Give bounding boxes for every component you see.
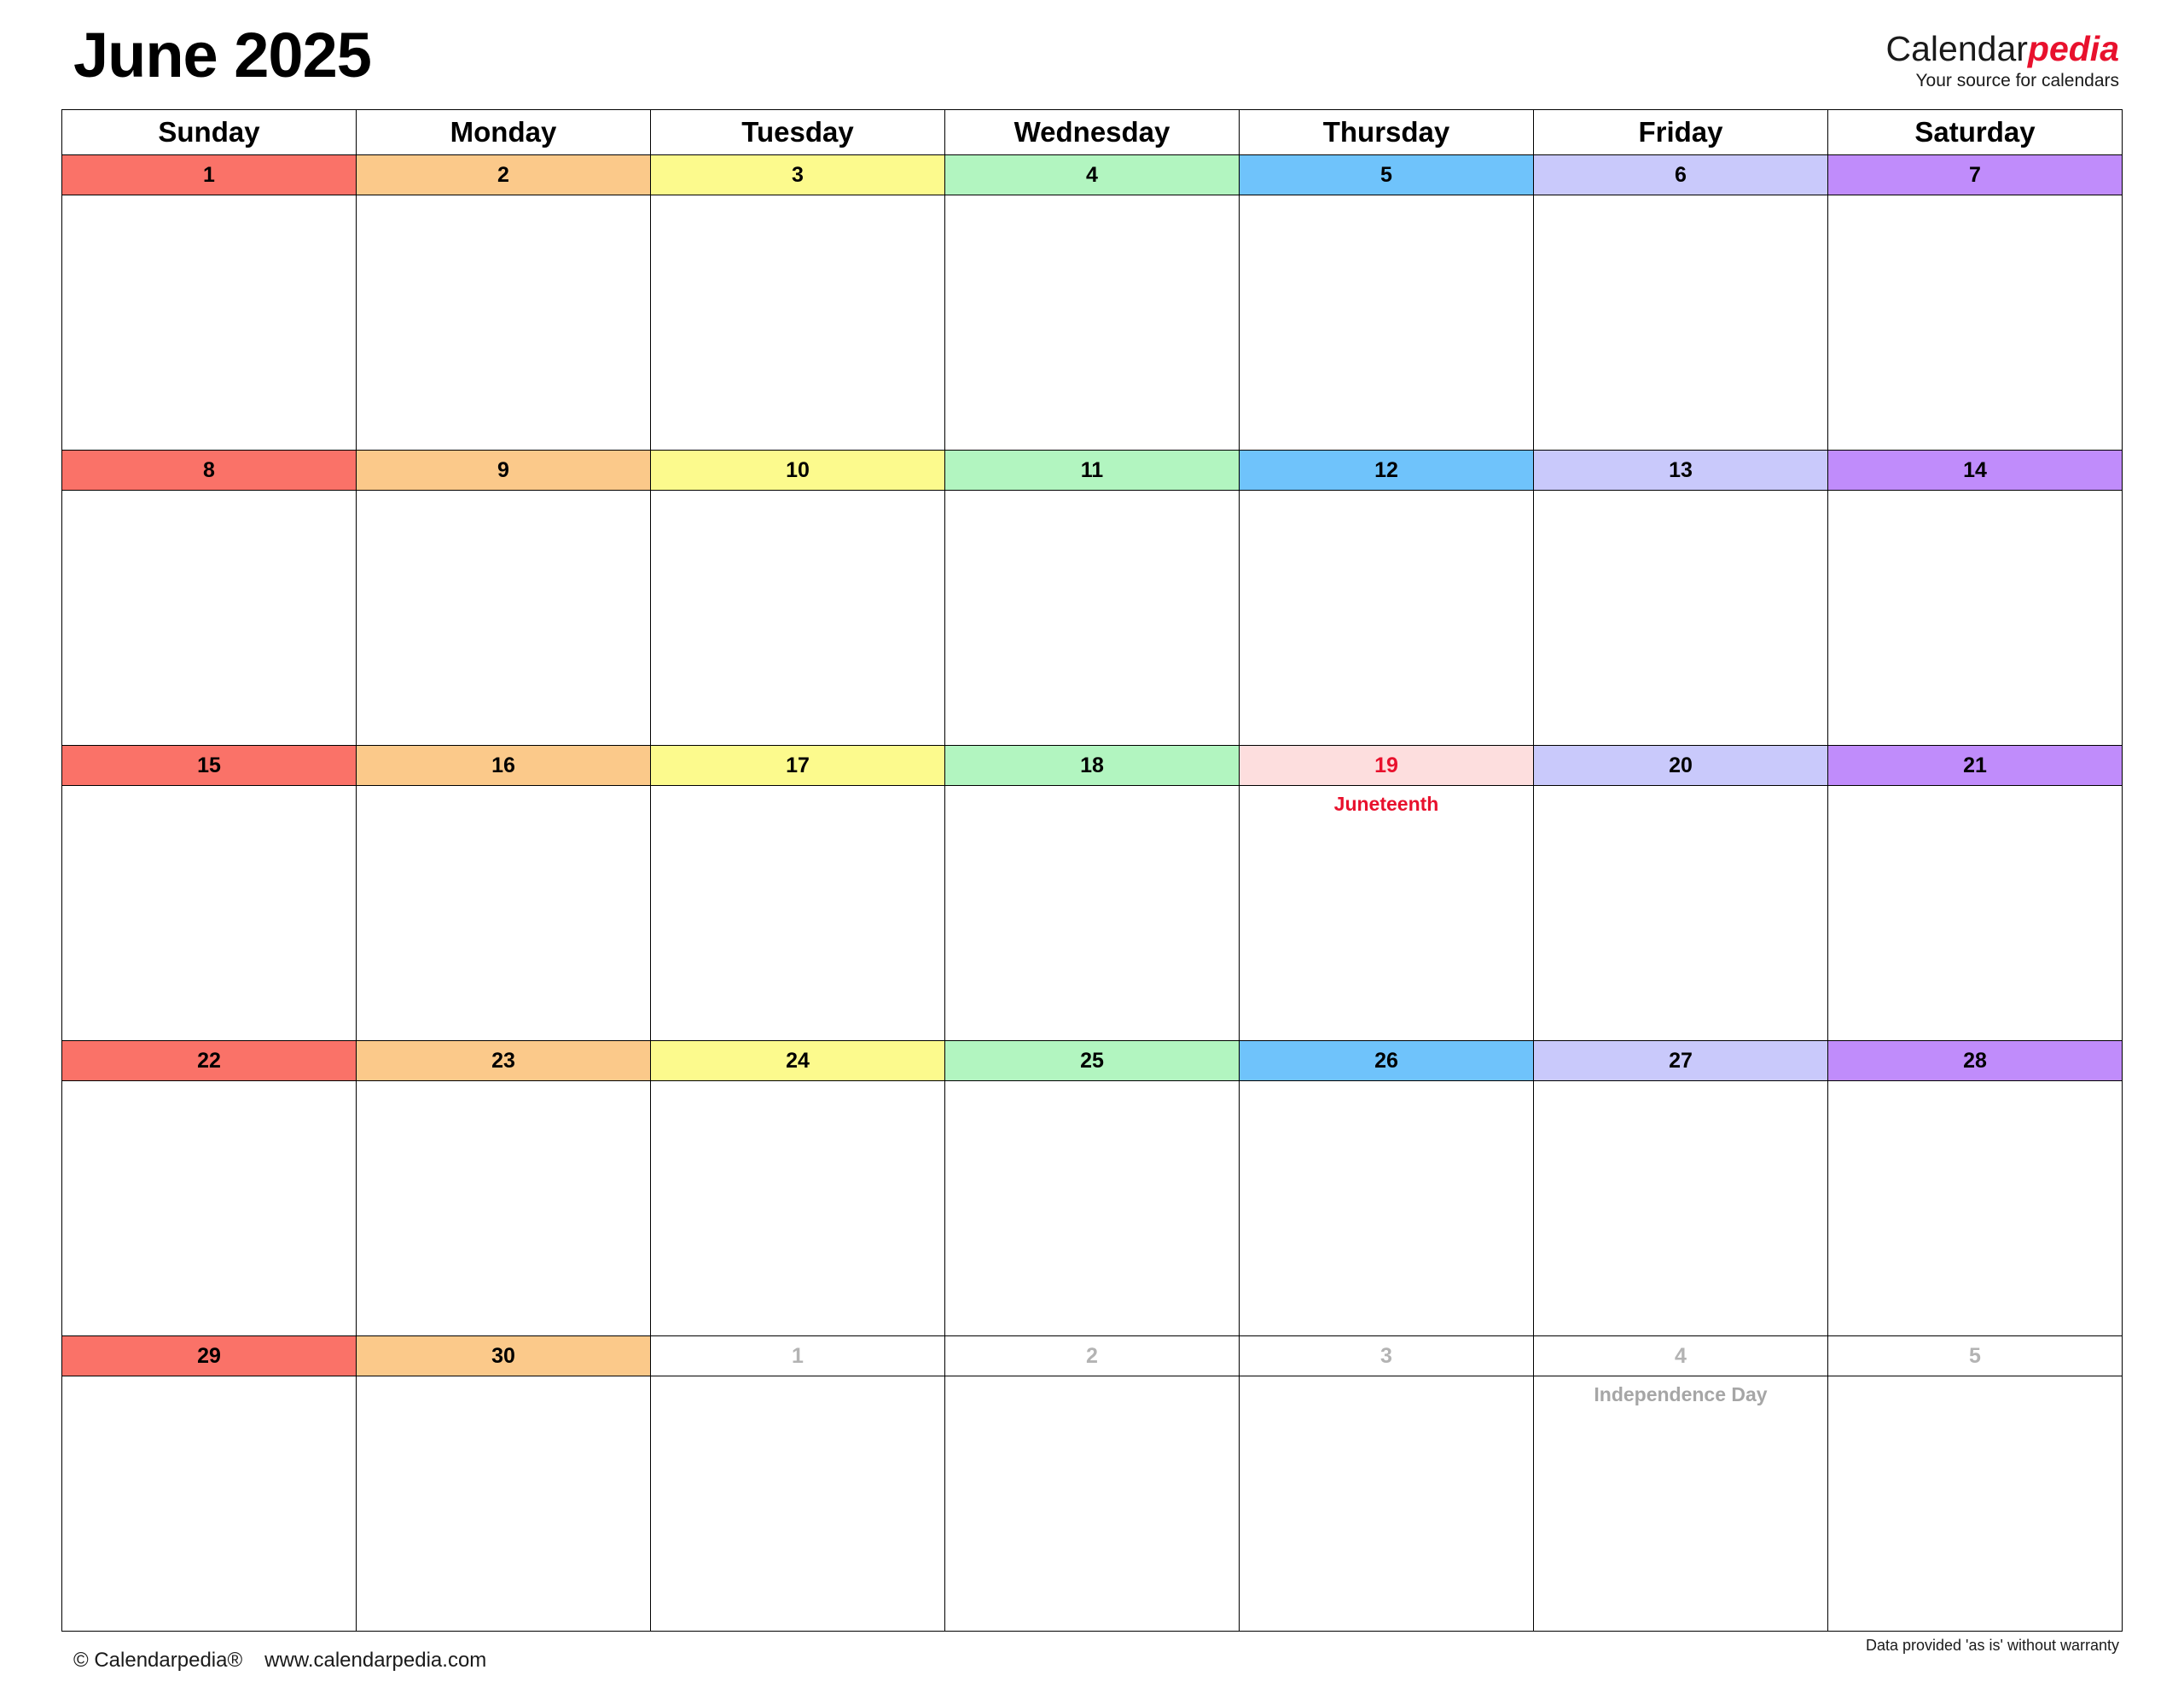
day-number: 15 bbox=[197, 753, 221, 777]
weekday-header-thursday: Thursday bbox=[1240, 110, 1534, 155]
day-number: 24 bbox=[786, 1048, 810, 1073]
day-number: 25 bbox=[1080, 1048, 1104, 1073]
day-number: 6 bbox=[1675, 162, 1687, 187]
week-number-row bbox=[62, 1336, 2123, 1376]
day-content-cell[interactable] bbox=[651, 491, 945, 746]
day-number: 28 bbox=[1963, 1048, 1987, 1073]
day-number: 27 bbox=[1669, 1048, 1693, 1073]
day-number: 23 bbox=[491, 1048, 515, 1073]
day-number: 3 bbox=[1380, 1343, 1392, 1368]
day-number-cell[interactable] bbox=[1534, 155, 1828, 195]
day-number-cell[interactable] bbox=[651, 746, 945, 786]
day-number-cell[interactable] bbox=[1240, 1336, 1534, 1376]
day-number-cell[interactable] bbox=[945, 451, 1240, 491]
day-content-cell[interactable] bbox=[651, 1376, 945, 1632]
day-number: 9 bbox=[497, 457, 509, 482]
day-number-cell[interactable] bbox=[62, 746, 357, 786]
day-content-cell[interactable] bbox=[357, 491, 651, 746]
day-number-cell[interactable] bbox=[1240, 155, 1534, 195]
day-content-cell[interactable] bbox=[1240, 1376, 1534, 1632]
week-number-row bbox=[62, 1041, 2123, 1081]
day-content-cell[interactable] bbox=[1828, 1081, 2123, 1336]
week-body-row bbox=[62, 491, 2123, 746]
day-number-cell[interactable] bbox=[1828, 451, 2123, 491]
day-number: 2 bbox=[1086, 1343, 1098, 1368]
day-number-cell[interactable] bbox=[1828, 155, 2123, 195]
week-body-row bbox=[62, 195, 2123, 451]
day-content-cell[interactable] bbox=[1828, 195, 2123, 451]
weekday-header-saturday: Saturday bbox=[1828, 110, 2123, 155]
day-number-cell[interactable] bbox=[357, 155, 651, 195]
day-number: 26 bbox=[1374, 1048, 1398, 1073]
day-number: 19 bbox=[1374, 753, 1398, 777]
day-number-cell[interactable] bbox=[651, 1336, 945, 1376]
weekday-header-row bbox=[62, 110, 2123, 155]
weekday-header-sunday: Sunday bbox=[62, 110, 357, 155]
day-content-cell[interactable] bbox=[651, 786, 945, 1041]
day-number: 11 bbox=[1080, 457, 1104, 482]
day-number: 29 bbox=[197, 1343, 221, 1368]
day-number: 16 bbox=[491, 753, 515, 777]
day-number: 1 bbox=[792, 1343, 804, 1368]
page-header bbox=[61, 0, 2123, 109]
day-content-cell[interactable] bbox=[1534, 491, 1828, 746]
day-number: 7 bbox=[1969, 162, 1981, 187]
calendar-grid bbox=[61, 109, 2123, 1632]
day-content-cell[interactable] bbox=[62, 786, 357, 1041]
footer-copyright: © Calendarpedia® bbox=[73, 1649, 243, 1672]
day-number: 20 bbox=[1669, 753, 1693, 777]
day-number: 5 bbox=[1969, 1343, 1981, 1368]
day-number-cell[interactable] bbox=[1240, 746, 1534, 786]
footer-website[interactable]: www.calendarpedia.com bbox=[264, 1649, 487, 1672]
weekday-header-wednesday: Wednesday bbox=[945, 110, 1240, 155]
day-number: 2 bbox=[497, 162, 509, 187]
day-number-cell[interactable] bbox=[1534, 1041, 1828, 1081]
day-content-cell[interactable] bbox=[1828, 786, 2123, 1041]
weekday-header-tuesday: Tuesday bbox=[651, 110, 945, 155]
day-number: 8 bbox=[203, 457, 215, 482]
day-number-cell[interactable] bbox=[62, 155, 357, 195]
day-number-cell[interactable] bbox=[945, 746, 1240, 786]
week-number-row bbox=[62, 746, 2123, 786]
day-content-cell[interactable] bbox=[1240, 786, 1534, 1041]
page-footer bbox=[61, 1635, 2123, 1684]
day-content-cell[interactable] bbox=[1534, 1081, 1828, 1336]
day-number: 1 bbox=[203, 162, 215, 187]
day-content-cell[interactable] bbox=[1828, 1376, 2123, 1632]
day-content-cell[interactable] bbox=[1534, 1376, 1828, 1632]
week-number-row bbox=[62, 451, 2123, 491]
day-content-cell[interactable] bbox=[1534, 786, 1828, 1041]
day-content-cell[interactable] bbox=[357, 786, 651, 1041]
footer-disclaimer: Data provided 'as is' without warranty bbox=[1865, 1637, 2119, 1654]
week-number-row bbox=[62, 155, 2123, 195]
day-number: 10 bbox=[786, 457, 810, 482]
brand-name-part1: Calendar bbox=[1885, 29, 2028, 68]
day-number: 13 bbox=[1669, 457, 1693, 482]
day-content-cell[interactable] bbox=[1240, 491, 1534, 746]
day-content-cell[interactable] bbox=[945, 786, 1240, 1041]
day-number: 4 bbox=[1086, 162, 1098, 187]
day-content-cell[interactable] bbox=[62, 195, 357, 451]
footer-credit bbox=[73, 1649, 486, 1673]
day-number-cell[interactable] bbox=[1828, 746, 2123, 786]
day-content-cell[interactable] bbox=[1240, 1081, 1534, 1336]
day-number-cell[interactable] bbox=[1534, 1336, 1828, 1376]
day-number-cell[interactable] bbox=[1828, 1041, 2123, 1081]
day-number-cell[interactable] bbox=[357, 746, 651, 786]
day-number: 3 bbox=[792, 162, 804, 187]
day-content-cell[interactable] bbox=[945, 491, 1240, 746]
day-content-cell[interactable] bbox=[945, 195, 1240, 451]
day-number-cell[interactable] bbox=[1534, 746, 1828, 786]
day-content-cell[interactable] bbox=[62, 491, 357, 746]
day-number-cell[interactable] bbox=[1534, 451, 1828, 491]
day-content-cell[interactable] bbox=[1534, 195, 1828, 451]
day-number-cell[interactable] bbox=[945, 1336, 1240, 1376]
day-number: 21 bbox=[1963, 753, 1987, 777]
brand-name bbox=[1886, 31, 2119, 67]
day-number: 5 bbox=[1380, 162, 1392, 187]
day-number-cell[interactable] bbox=[651, 155, 945, 195]
day-number-cell[interactable] bbox=[945, 1041, 1240, 1081]
day-content-cell[interactable] bbox=[1828, 491, 2123, 746]
day-number: 30 bbox=[491, 1343, 515, 1368]
day-number-cell[interactable] bbox=[1240, 1041, 1534, 1081]
day-content-cell[interactable] bbox=[945, 1081, 1240, 1336]
day-number-cell[interactable] bbox=[1828, 1336, 2123, 1376]
day-number: 12 bbox=[1374, 457, 1398, 482]
day-number-cell[interactable] bbox=[651, 1041, 945, 1081]
calendar-body bbox=[62, 155, 2123, 1632]
day-number: 18 bbox=[1080, 753, 1104, 777]
day-number: 22 bbox=[197, 1048, 221, 1073]
day-content-cell[interactable] bbox=[62, 1081, 357, 1336]
day-number-cell[interactable] bbox=[357, 1336, 651, 1376]
week-body-row bbox=[62, 1081, 2123, 1336]
weekday-header-friday: Friday bbox=[1534, 110, 1828, 155]
day-number-cell[interactable] bbox=[357, 451, 651, 491]
day-content-cell[interactable] bbox=[945, 1376, 1240, 1632]
day-number-cell[interactable] bbox=[945, 155, 1240, 195]
day-number-cell[interactable] bbox=[62, 451, 357, 491]
day-number-cell[interactable] bbox=[62, 1336, 357, 1376]
day-content-cell[interactable] bbox=[357, 1081, 651, 1336]
brand-logo bbox=[1886, 31, 2119, 91]
week-body-row bbox=[62, 1376, 2123, 1632]
day-number: 14 bbox=[1963, 457, 1987, 482]
day-content-cell[interactable] bbox=[357, 1376, 651, 1632]
holiday-label: Independence Day bbox=[1594, 1383, 1768, 1405]
day-number-cell[interactable] bbox=[357, 1041, 651, 1081]
day-number: 17 bbox=[786, 753, 810, 777]
day-content-cell[interactable] bbox=[1240, 195, 1534, 451]
page-title: June 2025 bbox=[73, 20, 371, 90]
holiday-label: Juneteenth bbox=[1333, 793, 1439, 815]
week-body-row bbox=[62, 786, 2123, 1041]
day-number-cell[interactable] bbox=[62, 1041, 357, 1081]
brand-tagline: Your source for calendars bbox=[1915, 71, 2119, 91]
day-content-cell[interactable] bbox=[651, 195, 945, 451]
day-number-cell[interactable] bbox=[1240, 451, 1534, 491]
brand-name-part2: pedia bbox=[2027, 29, 2119, 68]
day-content-cell[interactable] bbox=[357, 195, 651, 451]
day-content-cell[interactable] bbox=[62, 1376, 357, 1632]
day-content-cell[interactable] bbox=[651, 1081, 945, 1336]
day-number-cell[interactable] bbox=[651, 451, 945, 491]
weekday-header-monday: Monday bbox=[357, 110, 651, 155]
day-number: 4 bbox=[1675, 1343, 1687, 1368]
